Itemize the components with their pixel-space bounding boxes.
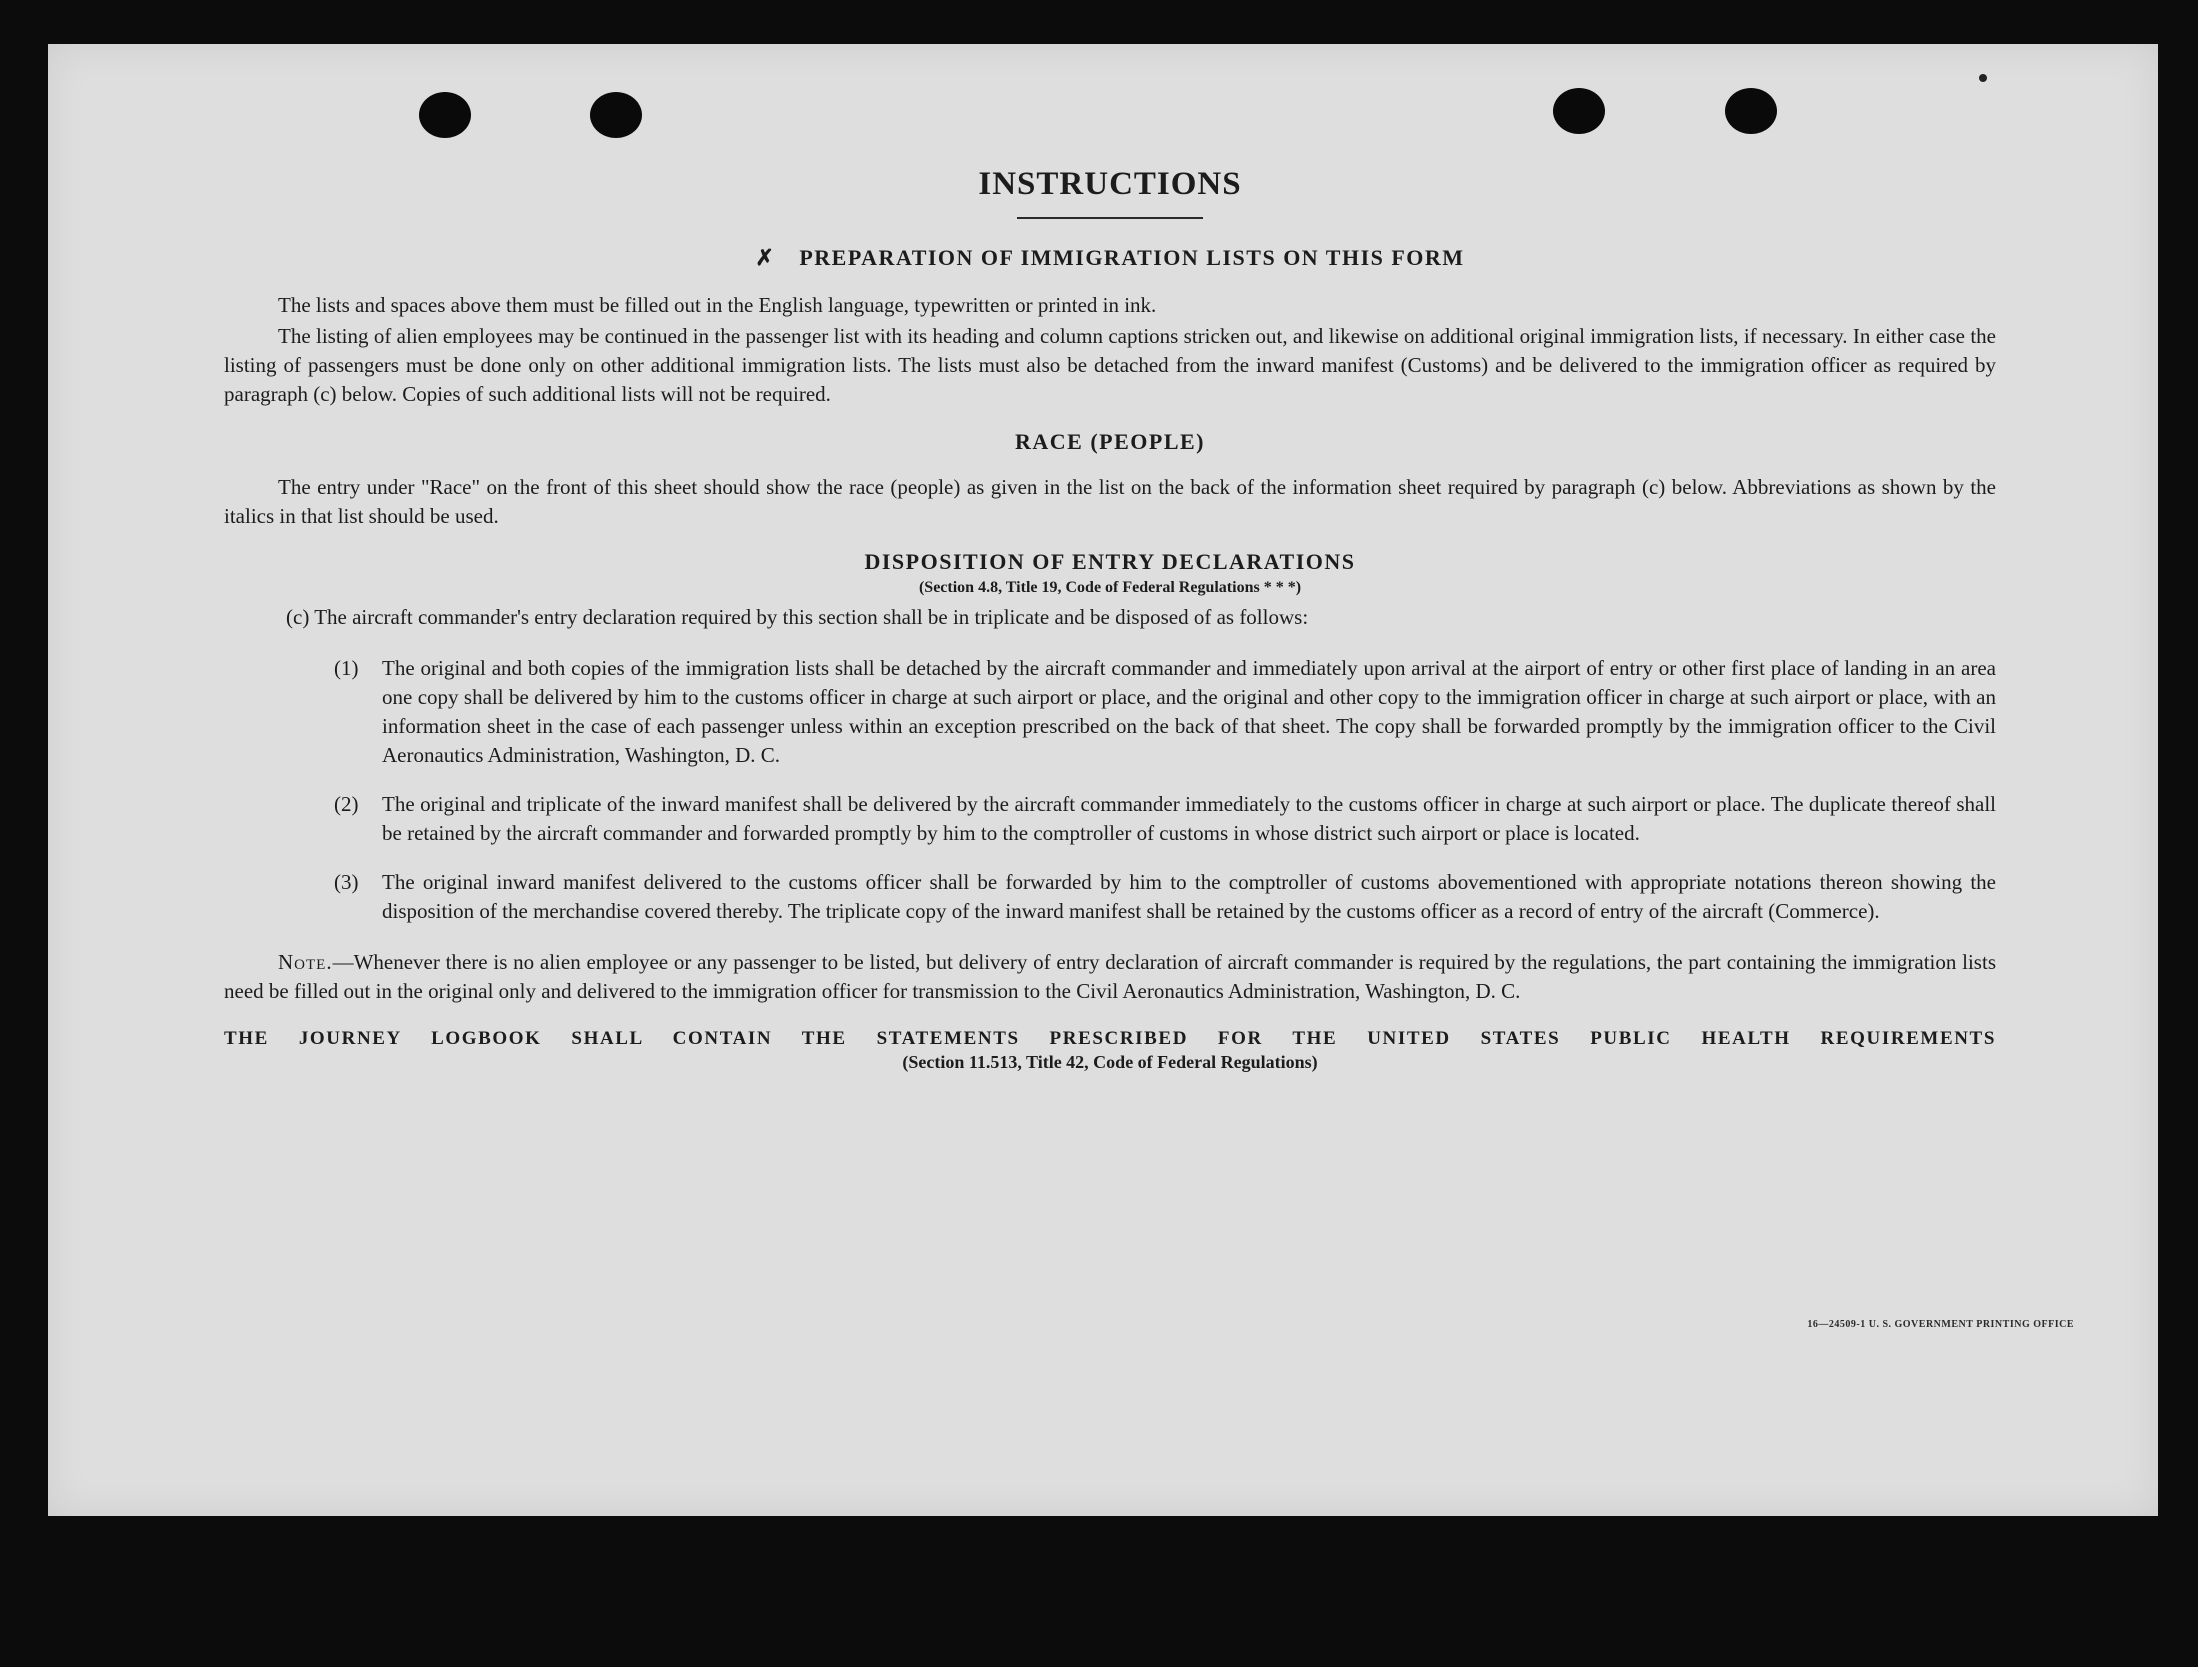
form-sheet (48, 44, 2158, 1516)
note-paragraph (224, 948, 1996, 1006)
race-heading: RACE (PEOPLE) (1015, 429, 1205, 454)
instructions-content (224, 120, 1996, 1073)
disposition-item (334, 790, 1996, 848)
race-paragraph: The entry under "Race" on the front of this sheet should show the race (people) as given in the list on the back of the information sheet required by paragraph (c) below. Abbreviations as shown by the italics in that list should be used. (224, 475, 1996, 528)
disposition-citation: (Section 4.8, Title 19, Code of Federal Regulations * * *) (918, 579, 1302, 596)
title-underline (1017, 217, 1203, 219)
preparation-paragraph-1: The lists and spaces above them must be filled out in the English language, typewritten or printed in ink. (278, 293, 1157, 317)
item-number: (3) (334, 870, 359, 894)
preparation-heading (224, 245, 1996, 271)
item-text: The original inward manifest delivered to the customs officer shall be forwarded by him to the comptroller of customs abovementioned with appropriate notations thereon showing the disposition of the merchandise covered thereby. The triplicate copy of the inward manifest shall be retained by the customs officer as a record of entry of the aircraft (Commerce). (382, 870, 1996, 923)
item-number: (2) (334, 792, 359, 816)
item-number: (1) (334, 656, 359, 680)
paragraph-c-text: The aircraft commander's entry declaration required by this section shall be in triplicate and be disposed of as follows: (314, 605, 1309, 629)
paper-fleck (1979, 74, 1987, 82)
note-label: Note. (278, 950, 333, 974)
item-text: The original and triplicate of the inward manifest shall be delivered by the aircraft commander immediately to the customs officer in charge at such airport or place. The duplicate thereof shall be retained by the aircraft commander and forwarded promptly by him to the comptroller of customs in whose district such airport or place is located. (382, 792, 1996, 845)
disposition-heading: DISPOSITION OF ENTRY DECLARATIONS (864, 549, 1356, 574)
preparation-heading-text: PREPARATION OF IMMIGRATION LISTS ON THIS FORM (799, 245, 1465, 270)
note-text: —Whenever there is no alien employee or any passenger to be listed, but delivery of entry declaration of aircraft commander is required by the regulations, the part containing the immigration lists need be filled out in the original only and delivered to the immigration officer for transmission to the Civil Aeronautics Administration, Washington, D. C. (224, 950, 1996, 1003)
check-mark-icon: ✗ (755, 245, 776, 270)
preparation-paragraph-2: The listing of alien employees may be continued in the passenger list with its heading and column captions stricken out, and likewise on additional original immigration lists, if necessary. In either case the listing of passengers must be done only on other additional immigration lists. The lists must also be detached from the inward manifest (Customs) and be delivered to the immigration officer as required by paragraph (c) below. Copies of such additional lists will not be required. (224, 324, 1996, 406)
page-title: INSTRUCTIONS (978, 166, 1242, 202)
disposition-item (334, 654, 1996, 770)
paragraph-c (286, 603, 1996, 632)
paragraph-c-label: (c) (286, 605, 310, 629)
disposition-item (334, 868, 1996, 926)
item-text: The original and both copies of the immigration lists shall be detached by the aircraft commander and immediately upon arrival at the airport of entry or other first place of landing in an area one copy shall be delivered by him to the customs officer in charge at such airport or place, and the original and other copy to the immigration officer in charge at such airport or place, with an information sheet in the case of each passenger unless within an exception prescribed on the back of that sheet. The copy shall be forwarded promptly by the immigration officer to the Civil Aeronautics Administration, Washington, D. C. (382, 656, 1996, 767)
logbook-statement: THE JOURNEY LOGBOOK SHALL CONTAIN THE STATEMENTS PRESCRIBED FOR THE UNITED STATES PUBLIC HEALTH REQUIREMENTS (224, 1028, 1996, 1049)
printer-mark: 16—24509-1 U. S. GOVERNMENT PRINTING OFFICE (1807, 1319, 2074, 1330)
logbook-citation: (Section 11.513, Title 42, Code of Federal Regulations) (902, 1052, 1318, 1072)
